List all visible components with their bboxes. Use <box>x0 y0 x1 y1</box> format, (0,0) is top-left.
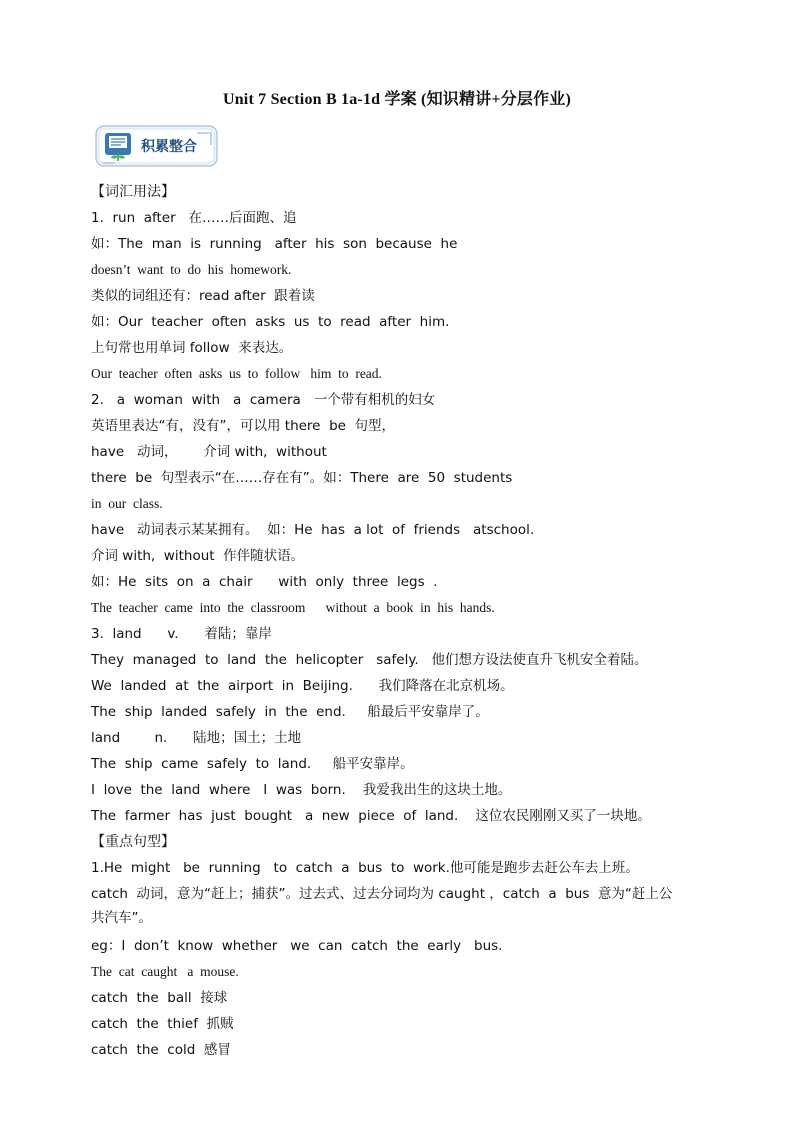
text-line: have 动词， 介词 with, without <box>91 444 327 460</box>
text-line: there be 句型表示“在……存在有”。如：There are 50 students <box>91 470 513 486</box>
section-heading-key-sentences: 【重点句型】 <box>91 834 175 850</box>
text-line: The ship landed safely in the end. 船最后平安靠岸了。 <box>91 704 489 720</box>
text-line: 如：The man is running after his son because he <box>91 236 458 252</box>
section-badge <box>95 123 219 169</box>
text-line: 如：He sits on a chair with only three legs . <box>91 574 438 590</box>
text-line: 如：Our teacher often asks us to read after him. <box>91 314 450 330</box>
document-title: Unit 7 Section B 1a-1d 学案 (知识精讲+分层作业) <box>222 91 572 108</box>
text-line: 3. land v. 着陆；靠岸 <box>91 626 272 642</box>
text-line: 类似的词组还有：read after 跟着读 <box>91 288 315 304</box>
text-line: They managed to land the helicopter safely. 他们想方设法使直升飞机安全着陆。 <box>91 652 648 668</box>
text-line: 1. run after 在……后面跑、追 <box>91 210 297 226</box>
text-line: Our teacher often asks us to follow him to read. <box>91 366 382 381</box>
text-line: have 动词表示某某拥有。 如：He has a lot of friends atschool. <box>91 522 535 538</box>
badge-label: 积累整合 <box>141 139 197 155</box>
text-line: doesn’t want to do his homework. <box>91 262 292 277</box>
text-line: We landed at the airport in Beijing. 我们降落在北京机场。 <box>91 678 514 694</box>
text-line: land n. 陆地；国土；土地 <box>91 730 302 746</box>
text-line: The farmer has just bought a new piece of land. 这位农民刚刚又买了一块地。 <box>91 808 651 824</box>
text-line: 上句常也用单词 follow 来表达。 <box>91 340 293 356</box>
text-line: catch the ball 接球 <box>91 990 228 1006</box>
text-line: 1.He might be running to catch a bus to work.他可能是跑步去赶公车去上班。 <box>91 860 639 876</box>
text-line: 介词 with, without 作伴随状语。 <box>91 548 305 564</box>
text-line: catch the cold 感冒 <box>91 1042 231 1058</box>
text-line: in our class. <box>91 496 163 511</box>
text-line: catch the thief 抓贼 <box>91 1016 234 1032</box>
section-heading-vocabulary: 【词汇用法】 <box>91 184 175 200</box>
text-line: 英语里表达“有，没有”，可以用 there be 句型， <box>91 418 396 434</box>
text-line: The ship came safely to land. 船平安靠岸。 <box>91 756 414 772</box>
text-line: The teacher came into the classroom without a book in his hands. <box>91 600 495 615</box>
text-line: I love the land where I was born. 我爱我出生的这块土地。 <box>91 782 512 798</box>
text-line: 共汽车”。 <box>91 910 152 926</box>
text-line: The cat caught a mouse. <box>91 964 239 979</box>
text-line: eg：I don’t know whether we can catch the early bus. <box>91 938 503 954</box>
text-line: 2. a woman with a camera 一个带有相机的妇女 <box>91 392 436 408</box>
text-line: catch 动词，意为“赶上；捕获”。过去式、过去分词均为 caught ，catch a bus 意为“赶上公 <box>91 886 673 902</box>
